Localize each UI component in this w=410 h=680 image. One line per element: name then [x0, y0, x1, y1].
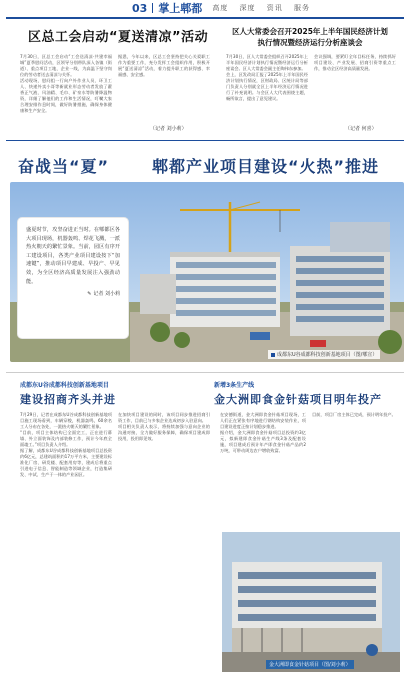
- tag: 资讯: [266, 4, 283, 12]
- article4-paragraph: 据介绍，金大洲即食金针菇项目总投资约3亿元，拟新建即食金针菇生产线3条及配套设施，项目建成后预计年产即食金针菇产品约2万吨，可带动周边农户增收致富。: [220, 430, 306, 453]
- feature-byline-text: 记者 刘小莉: [93, 291, 120, 298]
- article3-body: [20, 412, 210, 674]
- feature-intro-box: [18, 218, 128, 338]
- article2-paragraph: 会议强调，要紧盯全年目标任务，持续抓好项目建设、产业发展、招商引资等重点工作，推动全区经济高质量发展。: [314, 54, 396, 71]
- caption-marker-icon: [271, 353, 275, 357]
- section-tags: [212, 3, 318, 13]
- feature-headline-right: 郫都产业项目建设“火热”推进: [152, 157, 380, 176]
- article4-paragraph: 目前，项目厂房主体已完成，预计明年投产。: [312, 412, 396, 417]
- article1-paragraph: 据悉，今年以来，区总工会坚持把关心关爱职工作为重要工作，充分发挥工会组织作用，积极开展“夏送清凉”活动，着力提升职工的获得感、幸福感、安全感。: [118, 54, 210, 77]
- feature-intro-text: 盛夏时节，攻坚奋进正当时。在郫都区各大项目现场，机器轰鸣、焊花飞溅，一派热火朝天的繁忙景象。当前，园区有序开工建设项目，各类产业项目建设按下“加速键”，推动项目早建成、早投产、早见效，为全区经济高质量发展注入强劲动能。: [26, 227, 120, 285]
- article1-paragraph: 活动现场，慰问组一行向户外作业人员、环卫工人、快递外卖小哥等新就业形态劳动者发放了藿香正气液、风油精、毛巾、矿泉水等防暑降温物资，详细了解他们的工作和生活情况，叮嘱大家合理安排作息时间，做好防暑措施，确保身体健康和生产安全。: [20, 78, 112, 113]
- article2-column: [314, 54, 396, 132]
- article1-paragraph: 7月30日，区总工会启动“工会送清凉·共建幸福城”夏季慰问活动，区领导分别带队深入各镇（街道）、重点项目工地、企业一线，为高温下坚守岗位的劳动者送去清凉与关怀。: [20, 54, 112, 77]
- photo-caption: [268, 350, 380, 359]
- feature-headline-left: 奋战当“夏”: [18, 157, 110, 176]
- article3-paragraph: 据了解，成都东U谷成都科技创新基地项目总投资约6亿元，总建筑面积约17万平方米，主要建设标准化厂房、研发楼、配套用房等，建成后将重点引进电子信息、智能制造等领域企业，打造集研发、中试、生产于一体的产业园区。: [20, 448, 112, 477]
- article4-column: [312, 412, 398, 514]
- article3-column: [20, 412, 112, 674]
- article3-paragraph: 项目相关负责人表示，将持续加强与意向企业的沟通对接，全力做好服务保障，确保项目建成即投用，投用即见效。: [118, 424, 210, 441]
- pen-icon: ✎: [87, 291, 92, 298]
- article4-paragraph: 在安德街道，金大洲即食金针菇项目现场，工人们正在紧张有序地进行钢结构安装作业，项目建设进度正按计划稳步推进。: [220, 412, 306, 429]
- article2-body: [226, 54, 396, 132]
- article2-column: [226, 54, 308, 132]
- article2-paragraph: 7月30日，区人大常委会组织召开2025年上半年国民经济计划执行情况暨经济运行分析座谈会。区人大常委会副主任陶伟东参加。: [226, 54, 308, 71]
- article2-byline: （记者 何喜）: [345, 126, 377, 132]
- article1-title: 区总工会启动“夏送清凉”活动: [28, 30, 209, 45]
- article4-body: [220, 412, 398, 514]
- article4-column: [220, 412, 306, 514]
- factory-project-photo: [222, 532, 400, 672]
- factory-illustration: [222, 532, 400, 672]
- article4-kicker: 新增3条生产线: [214, 382, 255, 389]
- article1-column: [118, 54, 210, 132]
- page-header: [0, 0, 410, 16]
- section-title: 掌上郫都: [158, 2, 203, 15]
- tag: 深度: [239, 4, 256, 12]
- article1-byline: （记者 刘小莉）: [150, 126, 187, 132]
- tag: 高度: [212, 4, 229, 12]
- article3-column: [118, 412, 210, 674]
- article2-paragraph: 会上，区发改局汇报了2025年上半年国民经济计划执行情况，区财政局、区统计局等部门负责人分别就全区上半年经济运行情况进行了补充说明。与会区人大代表围绕主题，畅所欲言，提出了意见建议。: [226, 72, 308, 101]
- article1-column: [20, 54, 112, 132]
- article2-title: 区人大常委会召开2025年上半年国民经济计划执行情况暨经济运行分析座谈会: [232, 27, 388, 47]
- section-divider: [6, 372, 404, 373]
- article3-paragraph: 7月29日，记者在成都东U谷成都科技创新基地项目施工现场看到，车辆穿梭，机器轰鸣，60余名工人分布在各处，一派热火朝天的繁忙景象。: [20, 412, 112, 429]
- section-divider: [6, 140, 404, 141]
- page-number: 03: [132, 1, 148, 15]
- header-rule: [6, 17, 404, 19]
- article4-title: 金大洲即食金针菇项目明年投产: [214, 393, 382, 406]
- article3-paragraph: 在加快项目建设的同时，该项目同步推进招商引资工作，目前已与多家企业达成初步入驻意向。: [118, 412, 210, 423]
- photo-caption-text: 成都东U谷成都科技创新基地项目（图/郫宣）: [277, 352, 378, 358]
- factory-photo-caption: 金大洲即食金针菇项目（图/刘小莉）: [266, 660, 354, 669]
- feature-intro-byline: [26, 290, 120, 297]
- article3-paragraph: “目前，项目主体结构已全面完工，正在进行幕墙、外立面装饰及内部装修工作，预计今年底全面竣工。”项目负责人介绍。: [20, 430, 112, 447]
- article3-kicker: 成都东U谷成都科技创新基地项目: [20, 382, 109, 389]
- article3-title: 建设招商齐头并进: [20, 393, 116, 406]
- tag: 服务: [294, 4, 311, 12]
- feature-headline: [10, 150, 400, 178]
- article1-body: [20, 54, 210, 132]
- header-divider: [152, 3, 153, 13]
